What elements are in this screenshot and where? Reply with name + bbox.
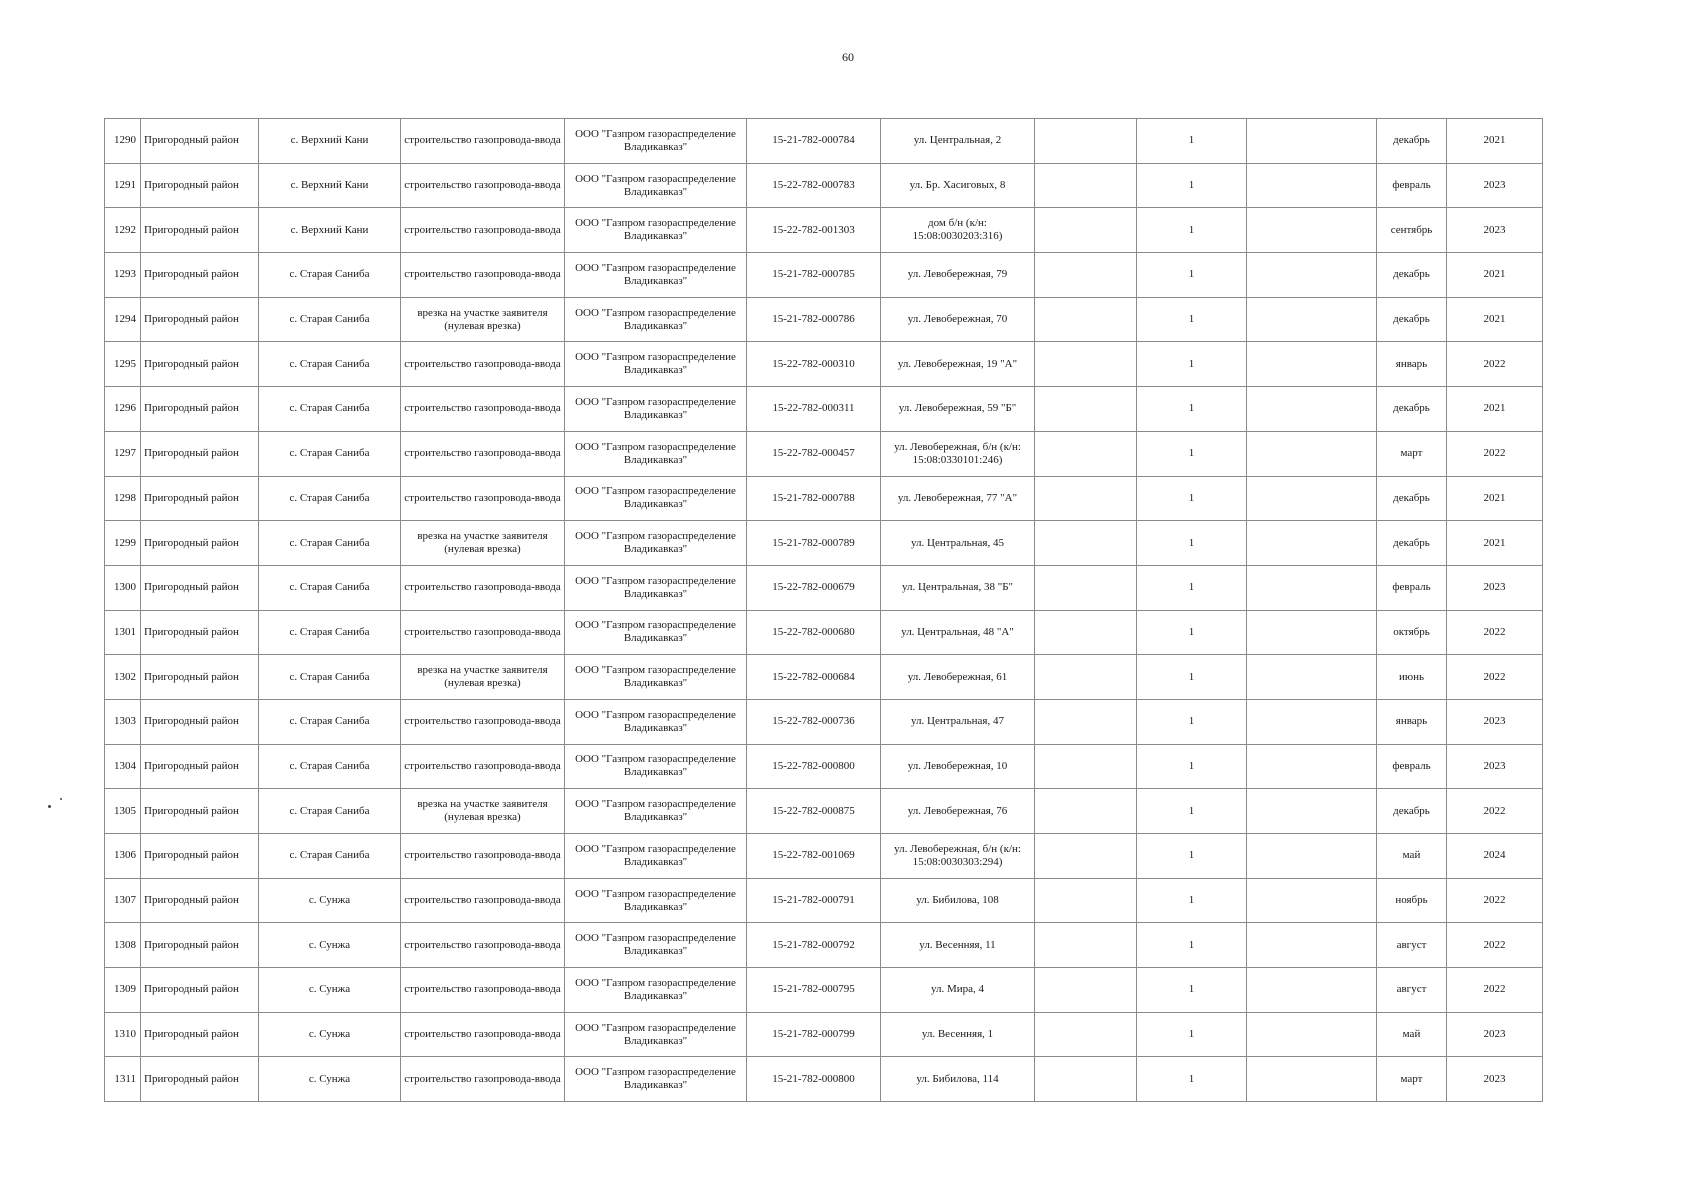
work-type-cell: врезка на участке заявителя (нулевая врезка) (401, 789, 565, 834)
empty-cell (1035, 297, 1137, 342)
quantity-cell: 1 (1137, 655, 1247, 700)
empty-cell (1247, 1012, 1377, 1057)
empty-cell (1247, 387, 1377, 432)
work-type-cell: строительство газопровода-ввода (401, 119, 565, 164)
quantity-cell: 1 (1137, 521, 1247, 566)
empty-cell (1035, 610, 1137, 655)
quantity-cell: 1 (1137, 297, 1247, 342)
year-cell: 2023 (1447, 565, 1543, 610)
district-cell: Пригородный район (141, 119, 259, 164)
row-number: 1311 (105, 1057, 141, 1102)
table-row (105, 610, 1543, 655)
year-cell: 2022 (1447, 610, 1543, 655)
district-cell: Пригородный район (141, 968, 259, 1013)
empty-cell (1247, 297, 1377, 342)
row-number: 1300 (105, 565, 141, 610)
locality-cell: с. Старая Саниба (259, 521, 401, 566)
empty-cell (1247, 789, 1377, 834)
locality-cell: с. Верхний Кани (259, 163, 401, 208)
empty-cell (1247, 655, 1377, 700)
quantity-cell: 1 (1137, 968, 1247, 1013)
district-cell: Пригородный район (141, 163, 259, 208)
address-cell: ул. Левобережная, 76 (881, 789, 1035, 834)
locality-cell: с. Старая Саниба (259, 431, 401, 476)
address-cell: ул. Центральная, 48 "А" (881, 610, 1035, 655)
application-code-cell: 15-22-782-000736 (747, 699, 881, 744)
table-row (105, 744, 1543, 789)
work-type-cell: строительство газопровода-ввода (401, 968, 565, 1013)
locality-cell: с. Сунжа (259, 968, 401, 1013)
locality-cell: с. Сунжа (259, 923, 401, 968)
empty-cell (1247, 923, 1377, 968)
quantity-cell: 1 (1137, 1012, 1247, 1057)
work-type-cell: врезка на участке заявителя (нулевая врезка) (401, 521, 565, 566)
quantity-cell: 1 (1137, 476, 1247, 521)
year-cell: 2022 (1447, 789, 1543, 834)
month-cell: февраль (1377, 744, 1447, 789)
application-code-cell: 15-22-782-001069 (747, 834, 881, 879)
empty-cell (1035, 521, 1137, 566)
empty-cell (1035, 565, 1137, 610)
address-cell: ул. Весенняя, 1 (881, 1012, 1035, 1057)
locality-cell: с. Старая Саниба (259, 744, 401, 789)
empty-cell (1247, 610, 1377, 655)
month-cell: декабрь (1377, 119, 1447, 164)
year-cell: 2024 (1447, 834, 1543, 879)
application-code-cell: 15-22-782-000875 (747, 789, 881, 834)
row-number: 1292 (105, 208, 141, 253)
address-cell: ул. Левобережная, 19 "А" (881, 342, 1035, 387)
district-cell: Пригородный район (141, 1012, 259, 1057)
quantity-cell: 1 (1137, 119, 1247, 164)
quantity-cell: 1 (1137, 610, 1247, 655)
empty-cell (1035, 387, 1137, 432)
work-type-cell: врезка на участке заявителя (нулевая врезка) (401, 655, 565, 700)
table-row (105, 699, 1543, 744)
locality-cell: с. Старая Саниба (259, 342, 401, 387)
application-code-cell: 15-22-782-000311 (747, 387, 881, 432)
row-number: 1302 (105, 655, 141, 700)
empty-cell (1035, 476, 1137, 521)
year-cell: 2021 (1447, 253, 1543, 298)
empty-cell (1035, 655, 1137, 700)
district-cell: Пригородный район (141, 655, 259, 700)
empty-cell (1035, 163, 1137, 208)
empty-cell (1247, 163, 1377, 208)
quantity-cell: 1 (1137, 789, 1247, 834)
table-row (105, 387, 1543, 432)
work-type-cell: строительство газопровода-ввода (401, 744, 565, 789)
district-cell: Пригородный район (141, 208, 259, 253)
year-cell: 2021 (1447, 297, 1543, 342)
quantity-cell: 1 (1137, 699, 1247, 744)
address-cell: ул. Мира, 4 (881, 968, 1035, 1013)
row-number: 1301 (105, 610, 141, 655)
application-code-cell: 15-22-782-000800 (747, 744, 881, 789)
table-row (105, 1012, 1543, 1057)
month-cell: март (1377, 431, 1447, 476)
work-type-cell: строительство газопровода-ввода (401, 610, 565, 655)
quantity-cell: 1 (1137, 163, 1247, 208)
work-type-cell: строительство газопровода-ввода (401, 878, 565, 923)
locality-cell: с. Старая Саниба (259, 253, 401, 298)
row-number: 1296 (105, 387, 141, 432)
address-cell: ул. Левобережная, б/н (к/н: 15:08:0030303:294) (881, 834, 1035, 879)
address-cell: ул. Центральная, 38 "Б" (881, 565, 1035, 610)
empty-cell (1035, 119, 1137, 164)
empty-cell (1247, 253, 1377, 298)
application-code-cell: 15-21-782-000795 (747, 968, 881, 1013)
quantity-cell: 1 (1137, 565, 1247, 610)
application-code-cell: 15-22-782-000680 (747, 610, 881, 655)
empty-cell (1035, 1057, 1137, 1102)
month-cell: декабрь (1377, 297, 1447, 342)
registry-rows (105, 119, 1543, 1102)
organization-cell: ООО "Газпром газораспределение Владикавказ" (565, 431, 747, 476)
organization-cell: ООО "Газпром газораспределение Владикавказ" (565, 297, 747, 342)
quantity-cell: 1 (1137, 834, 1247, 879)
organization-cell: ООО "Газпром газораспределение Владикавказ" (565, 744, 747, 789)
table-row (105, 208, 1543, 253)
month-cell: август (1377, 923, 1447, 968)
organization-cell: ООО "Газпром газораспределение Владикавказ" (565, 476, 747, 521)
empty-cell (1247, 431, 1377, 476)
district-cell: Пригородный район (141, 610, 259, 655)
organization-cell: ООО "Газпром газораспределение Владикавказ" (565, 923, 747, 968)
address-cell: ул. Левобережная, 10 (881, 744, 1035, 789)
address-cell: ул. Левобережная, 70 (881, 297, 1035, 342)
empty-cell (1247, 476, 1377, 521)
row-number: 1307 (105, 878, 141, 923)
application-code-cell: 15-21-782-000799 (747, 1012, 881, 1057)
empty-cell (1247, 119, 1377, 164)
empty-cell (1035, 699, 1137, 744)
year-cell: 2023 (1447, 163, 1543, 208)
month-cell: май (1377, 834, 1447, 879)
empty-cell (1247, 878, 1377, 923)
registry-table (104, 118, 1543, 1102)
quantity-cell: 1 (1137, 1057, 1247, 1102)
organization-cell: ООО "Газпром газораспределение Владикавказ" (565, 565, 747, 610)
district-cell: Пригородный район (141, 834, 259, 879)
table-row (105, 431, 1543, 476)
address-cell: ул. Левобережная, 79 (881, 253, 1035, 298)
table-row (105, 789, 1543, 834)
application-code-cell: 15-21-782-000785 (747, 253, 881, 298)
month-cell: февраль (1377, 565, 1447, 610)
work-type-cell: строительство газопровода-ввода (401, 163, 565, 208)
empty-cell (1247, 968, 1377, 1013)
organization-cell: ООО "Газпром газораспределение Владикавказ" (565, 834, 747, 879)
row-number: 1297 (105, 431, 141, 476)
year-cell: 2021 (1447, 387, 1543, 432)
month-cell: январь (1377, 699, 1447, 744)
month-cell: ноябрь (1377, 878, 1447, 923)
application-code-cell: 15-22-782-000457 (747, 431, 881, 476)
year-cell: 2023 (1447, 1012, 1543, 1057)
work-type-cell: строительство газопровода-ввода (401, 342, 565, 387)
empty-cell (1247, 565, 1377, 610)
district-cell: Пригородный район (141, 387, 259, 432)
organization-cell: ООО "Газпром газораспределение Владикавказ" (565, 119, 747, 164)
empty-cell (1035, 789, 1137, 834)
year-cell: 2023 (1447, 208, 1543, 253)
table-row (105, 476, 1543, 521)
table-row (105, 119, 1543, 164)
empty-cell (1035, 342, 1137, 387)
month-cell: декабрь (1377, 253, 1447, 298)
quantity-cell: 1 (1137, 387, 1247, 432)
row-number: 1299 (105, 521, 141, 566)
table-row (105, 342, 1543, 387)
row-number: 1309 (105, 968, 141, 1013)
work-type-cell: строительство газопровода-ввода (401, 1012, 565, 1057)
organization-cell: ООО "Газпром газораспределение Владикавказ" (565, 208, 747, 253)
month-cell: март (1377, 1057, 1447, 1102)
empty-cell (1247, 521, 1377, 566)
work-type-cell: строительство газопровода-ввода (401, 834, 565, 879)
locality-cell: с. Сунжа (259, 1057, 401, 1102)
scan-speck (48, 805, 51, 808)
district-cell: Пригородный район (141, 521, 259, 566)
work-type-cell: строительство газопровода-ввода (401, 1057, 565, 1102)
address-cell: ул. Бибилова, 108 (881, 878, 1035, 923)
year-cell: 2022 (1447, 342, 1543, 387)
table-row (105, 923, 1543, 968)
application-code-cell: 15-21-782-000788 (747, 476, 881, 521)
application-code-cell: 15-21-782-000791 (747, 878, 881, 923)
work-type-cell: строительство газопровода-ввода (401, 253, 565, 298)
row-number: 1298 (105, 476, 141, 521)
locality-cell: с. Сунжа (259, 878, 401, 923)
empty-cell (1247, 1057, 1377, 1102)
district-cell: Пригородный район (141, 297, 259, 342)
empty-cell (1035, 834, 1137, 879)
table-row (105, 1057, 1543, 1102)
work-type-cell: строительство газопровода-ввода (401, 431, 565, 476)
address-cell: ул. Бибилова, 114 (881, 1057, 1035, 1102)
address-cell: ул. Левобережная, 61 (881, 655, 1035, 700)
locality-cell: с. Старая Саниба (259, 565, 401, 610)
month-cell: февраль (1377, 163, 1447, 208)
locality-cell: с. Старая Саниба (259, 699, 401, 744)
empty-cell (1247, 208, 1377, 253)
district-cell: Пригородный район (141, 253, 259, 298)
empty-cell (1247, 834, 1377, 879)
district-cell: Пригородный район (141, 476, 259, 521)
locality-cell: с. Старая Саниба (259, 297, 401, 342)
table-row (105, 565, 1543, 610)
address-cell: ул. Левобережная, 77 "А" (881, 476, 1035, 521)
month-cell: январь (1377, 342, 1447, 387)
organization-cell: ООО "Газпром газораспределение Владикавказ" (565, 1012, 747, 1057)
application-code-cell: 15-22-782-000310 (747, 342, 881, 387)
organization-cell: ООО "Газпром газораспределение Владикавказ" (565, 342, 747, 387)
row-number: 1291 (105, 163, 141, 208)
empty-cell (1247, 342, 1377, 387)
table-row (105, 297, 1543, 342)
table-row (105, 253, 1543, 298)
application-code-cell: 15-21-782-000800 (747, 1057, 881, 1102)
organization-cell: ООО "Газпром газораспределение Владикавказ" (565, 387, 747, 432)
year-cell: 2022 (1447, 878, 1543, 923)
district-cell: Пригородный район (141, 789, 259, 834)
work-type-cell: строительство газопровода-ввода (401, 923, 565, 968)
work-type-cell: строительство газопровода-ввода (401, 208, 565, 253)
month-cell: декабрь (1377, 476, 1447, 521)
application-code-cell: 15-21-782-000792 (747, 923, 881, 968)
row-number: 1310 (105, 1012, 141, 1057)
district-cell: Пригородный район (141, 342, 259, 387)
empty-cell (1035, 1012, 1137, 1057)
locality-cell: с. Старая Саниба (259, 387, 401, 432)
empty-cell (1035, 253, 1137, 298)
quantity-cell: 1 (1137, 253, 1247, 298)
empty-cell (1035, 923, 1137, 968)
address-cell: дом б/н (к/н: 15:08:0030203:316) (881, 208, 1035, 253)
organization-cell: ООО "Газпром газораспределение Владикавказ" (565, 1057, 747, 1102)
year-cell: 2023 (1447, 744, 1543, 789)
application-code-cell: 15-22-782-000679 (747, 565, 881, 610)
row-number: 1304 (105, 744, 141, 789)
empty-cell (1035, 968, 1137, 1013)
quantity-cell: 1 (1137, 744, 1247, 789)
year-cell: 2023 (1447, 1057, 1543, 1102)
row-number: 1303 (105, 699, 141, 744)
empty-cell (1035, 208, 1137, 253)
month-cell: декабрь (1377, 387, 1447, 432)
work-type-cell: строительство газопровода-ввода (401, 565, 565, 610)
locality-cell: с. Старая Саниба (259, 476, 401, 521)
quantity-cell: 1 (1137, 878, 1247, 923)
quantity-cell: 1 (1137, 431, 1247, 476)
month-cell: декабрь (1377, 521, 1447, 566)
row-number: 1295 (105, 342, 141, 387)
address-cell: ул. Центральная, 47 (881, 699, 1035, 744)
organization-cell: ООО "Газпром газораспределение Владикавказ" (565, 521, 747, 566)
empty-cell (1035, 878, 1137, 923)
district-cell: Пригородный район (141, 1057, 259, 1102)
organization-cell: ООО "Газпром газораспределение Владикавказ" (565, 655, 747, 700)
organization-cell: ООО "Газпром газораспределение Владикавказ" (565, 789, 747, 834)
organization-cell: ООО "Газпром газораспределение Владикавказ" (565, 163, 747, 208)
district-cell: Пригородный район (141, 878, 259, 923)
address-cell: ул. Весенняя, 11 (881, 923, 1035, 968)
address-cell: ул. Бр. Хасиговых, 8 (881, 163, 1035, 208)
locality-cell: с. Верхний Кани (259, 119, 401, 164)
application-code-cell: 15-22-782-000684 (747, 655, 881, 700)
address-cell: ул. Левобережная, б/н (к/н: 15:08:0330101:246) (881, 431, 1035, 476)
work-type-cell: врезка на участке заявителя (нулевая врезка) (401, 297, 565, 342)
organization-cell: ООО "Газпром газораспределение Владикавказ" (565, 610, 747, 655)
locality-cell: с. Старая Саниба (259, 655, 401, 700)
year-cell: 2023 (1447, 699, 1543, 744)
empty-cell (1035, 431, 1137, 476)
month-cell: август (1377, 968, 1447, 1013)
row-number: 1294 (105, 297, 141, 342)
locality-cell: с. Старая Саниба (259, 789, 401, 834)
organization-cell: ООО "Газпром газораспределение Владикавказ" (565, 878, 747, 923)
table-row (105, 655, 1543, 700)
organization-cell: ООО "Газпром газораспределение Владикавказ" (565, 253, 747, 298)
month-cell: май (1377, 1012, 1447, 1057)
year-cell: 2021 (1447, 119, 1543, 164)
empty-cell (1247, 699, 1377, 744)
address-cell: ул. Центральная, 2 (881, 119, 1035, 164)
work-type-cell: строительство газопровода-ввода (401, 476, 565, 521)
table-row (105, 521, 1543, 566)
quantity-cell: 1 (1137, 923, 1247, 968)
application-code-cell: 15-22-782-001303 (747, 208, 881, 253)
district-cell: Пригородный район (141, 923, 259, 968)
year-cell: 2022 (1447, 923, 1543, 968)
scan-speck (60, 798, 62, 800)
locality-cell: с. Старая Саниба (259, 834, 401, 879)
year-cell: 2022 (1447, 968, 1543, 1013)
row-number: 1305 (105, 789, 141, 834)
year-cell: 2022 (1447, 655, 1543, 700)
quantity-cell: 1 (1137, 342, 1247, 387)
table-row (105, 163, 1543, 208)
row-number: 1306 (105, 834, 141, 879)
quantity-cell: 1 (1137, 208, 1247, 253)
page-number: 60 (842, 50, 854, 64)
locality-cell: с. Верхний Кани (259, 208, 401, 253)
row-number: 1293 (105, 253, 141, 298)
row-number: 1290 (105, 119, 141, 164)
district-cell: Пригородный район (141, 744, 259, 789)
application-code-cell: 15-21-782-000784 (747, 119, 881, 164)
organization-cell: ООО "Газпром газораспределение Владикавказ" (565, 968, 747, 1013)
year-cell: 2021 (1447, 521, 1543, 566)
month-cell: октябрь (1377, 610, 1447, 655)
district-cell: Пригородный район (141, 431, 259, 476)
application-code-cell: 15-22-782-000783 (747, 163, 881, 208)
year-cell: 2021 (1447, 476, 1543, 521)
district-cell: Пригородный район (141, 565, 259, 610)
empty-cell (1035, 744, 1137, 789)
locality-cell: с. Сунжа (259, 1012, 401, 1057)
work-type-cell: строительство газопровода-ввода (401, 699, 565, 744)
address-cell: ул. Центральная, 45 (881, 521, 1035, 566)
month-cell: декабрь (1377, 789, 1447, 834)
empty-cell (1247, 744, 1377, 789)
district-cell: Пригородный район (141, 699, 259, 744)
table-row (105, 878, 1543, 923)
table-row (105, 834, 1543, 879)
work-type-cell: строительство газопровода-ввода (401, 387, 565, 432)
application-code-cell: 15-21-782-000789 (747, 521, 881, 566)
organization-cell: ООО "Газпром газораспределение Владикавказ" (565, 699, 747, 744)
month-cell: сентябрь (1377, 208, 1447, 253)
row-number: 1308 (105, 923, 141, 968)
address-cell: ул. Левобережная, 59 "Б" (881, 387, 1035, 432)
table-row (105, 968, 1543, 1013)
year-cell: 2022 (1447, 431, 1543, 476)
month-cell: июнь (1377, 655, 1447, 700)
locality-cell: с. Старая Саниба (259, 610, 401, 655)
application-code-cell: 15-21-782-000786 (747, 297, 881, 342)
